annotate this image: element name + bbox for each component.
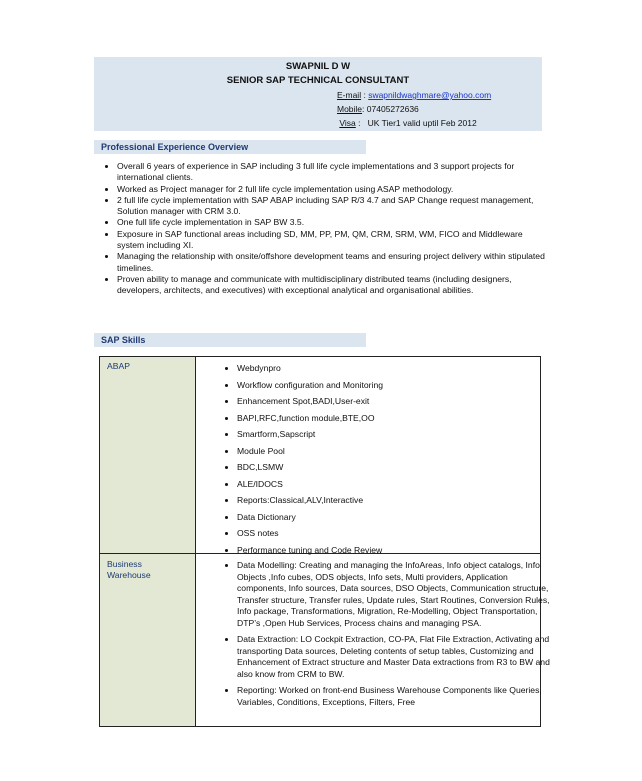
abap-skill-list [220, 360, 547, 558]
list-item: • ALE/IDOCS [237, 476, 547, 493]
list-item: • One full life cycle implementation in SAP BW 3.5. [117, 217, 549, 228]
list-item: • Reports:Classical,ALV,Interactive [237, 492, 547, 509]
skills-category-column [100, 357, 196, 726]
resume-header [94, 57, 542, 131]
email-link[interactable]: swapnildwaghmare@yahoo.com [368, 90, 492, 100]
list-item: • Proven ability to manage and communicate with multidisciplinary distributed teams (including designers, developers, architects, and executives) with exceptional analytical and organisational abilities. [117, 274, 549, 297]
email-row: E-mail : swapnildwaghmare@yahoo.com [337, 90, 492, 100]
category-business-warehouse [107, 559, 151, 581]
list-item: • 2 full life cycle implementation with SAP ABAP including SAP R/3 4.7 and SAP Change request management, Solution manager with CRM 3.0. [117, 195, 549, 218]
list-item: • Overall 6 years of experience in SAP including 3 full life cycle implementations and 3 support projects for international clients. [117, 161, 549, 184]
email-label: E-mail [337, 90, 362, 100]
list-item: • BAPI,RFC,function module,BTE,OO [237, 410, 547, 427]
list-item: • Performance tuning and Code Review [237, 542, 547, 559]
list-item: • Worked as Project manager for 2 full life cycle implementation using ASAP methodology. [117, 184, 549, 195]
list-item: • Data Dictionary [237, 509, 547, 526]
category-line: Warehouse [107, 570, 151, 580]
category-line: Business [107, 559, 142, 569]
experience-list [101, 161, 549, 297]
visa-row: Visa : UK Tier1 valid uptil Feb 2012 [339, 118, 477, 128]
candidate-name: SWAPNIL D W [285, 61, 351, 72]
mobile-value: 07405272636 [366, 104, 419, 114]
list-item: • Smartform,Sapscript [237, 426, 547, 443]
mobile-row: Mobile: 07405272636 [337, 104, 419, 114]
skills-heading: SAP Skills [94, 333, 366, 347]
visa-value: UK Tier1 valid uptil Feb 2012 [367, 118, 477, 128]
experience-heading: Professional Experience Overview [94, 140, 366, 154]
candidate-title: SENIOR SAP TECHNICAL CONSULTANT [226, 75, 410, 86]
bw-skill-list [220, 560, 553, 713]
list-item: • Workflow configuration and Monitoring [237, 377, 547, 394]
list-item: • Enhancement Spot,BADI,User-exit [237, 393, 547, 410]
category-abap: ABAP [107, 361, 130, 371]
list-item: • Managing the relationship with onsite/offshore development teams and ensuring project delivery within stipulated timelines. [117, 251, 549, 274]
list-item: • BDC,LSMW [237, 459, 547, 476]
list-item: • Webdynpro [237, 360, 547, 377]
mobile-label: Mobile [337, 104, 363, 114]
list-item: • Module Pool [237, 443, 547, 460]
list-item: • Exposure in SAP functional areas including SD, MM, PP, PM, QM, CRM, SRM, WM, FICO and Middleware system including XI. [117, 229, 549, 252]
list-item: • Data Modelling: Creating and managing the InfoAreas, Info object catalogs, Info Objects ,Info cubes, ODS objects, Info sets, Multi providers, Application components, Info sources, Data sources, DSO Objects, Communication structure, Transfer structure, Transfer rules, Update rules, Start Routines, Conversion Rules, Info package, Transformations, Migration, Re-Modelling, Object Transportation, DTP’s ,Open Hub Services, Process chains and managing PSA. [237, 560, 553, 629]
list-item: • Data Extraction: LO Cockpit Extraction, CO-PA, Flat File Extraction, Activating and transporting Data sources, Deleting contents of setup tables, Customizing and Enhancement of Extract structure and Master Data extractions from R3 to BW and also know from CRM to BW. [237, 634, 553, 680]
skills-table [99, 356, 550, 727]
visa-label: Visa [339, 118, 356, 128]
list-item: • Reporting: Worked on front-end Business Warehouse Components like Queries, Variables, Conditions, Exceptions, Filters, Free [237, 685, 553, 708]
list-item: • OSS notes [237, 525, 547, 542]
